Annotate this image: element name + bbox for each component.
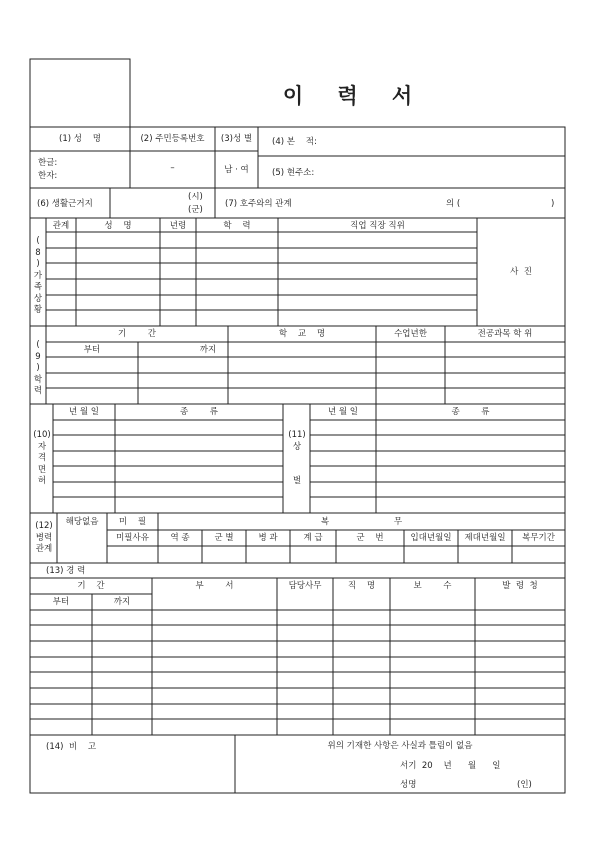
military-service: 복 무 [320,517,403,527]
career-dept-header: 부 서 [195,581,234,591]
address-label: (5) 현주소: [272,168,315,178]
military-unserved: 미 필 [118,517,147,527]
signer-label: 성명 [400,780,417,790]
gun-label: (군) [188,205,203,215]
career-label: (13) 경 력 [46,566,86,576]
military-side-label: (12) 병력 관계 [35,521,53,554]
career-period-header: 기 간 [77,581,105,591]
photo-label: 사 진 [510,267,532,277]
career-issuer-header: 발 령 청 [502,581,538,591]
seal-label: (인) [517,780,532,790]
edu-years-header: 수업년한 [394,329,427,339]
license-side-label: (10) 자 격 면 허 [33,430,51,486]
certification-statement: 위의 기재한 사항은 사실과 틀림이 없음 [327,741,473,751]
family-header-relation: 관계 [52,221,70,231]
head-relation-label: (7) 호주와의 관계 [225,199,292,209]
family-side-label: ( 8 ) 가 족 상 황 [33,236,43,315]
remarks-label: (14) 비 고 [46,742,97,752]
residence-label: (6) 생활근거지 [37,199,93,209]
document-title: 이 력 서 [282,84,414,108]
mil-h-branch: 군 별 [214,533,234,543]
mil-h-corps: 병 과 [258,533,278,543]
education-side-label: ( 9 ) 학 력 [33,340,43,396]
edu-period-header: 기 간 [117,329,157,339]
mil-h-type: 역 종 [170,533,190,543]
domicile-label: (4) 본 적: [272,137,317,147]
family-header-education: 학 력 [223,221,251,231]
mil-h-duration: 복무기간 [522,533,555,543]
edu-school-header: 학 교 명 [278,329,326,339]
mil-h-reason: 미필사유 [116,533,149,543]
edu-to-header: 까지 [199,345,217,355]
career-position-header: 직 명 [347,581,376,591]
hangul-label: 한글: [38,158,58,168]
award-side-label: (11) 상 벌 [288,430,306,486]
award-date-header: 년 월 일 [327,407,359,417]
sex-options: 남 · 여 [224,165,249,175]
hanja-label: 한자: [38,171,58,181]
career-duty-header: 담당사무 [288,581,322,591]
rrn-dash: – [170,163,175,173]
mil-h-number: 군 번 [356,533,384,543]
rrn-label: (2) 주민등록번호 [140,134,205,144]
sex-label: (3)성 별 [220,134,253,144]
family-header-age: 년령 [169,221,187,231]
award-kind-header: 종 류 [451,407,490,417]
mil-h-enlist: 입대년월일 [410,533,452,543]
mil-h-discharge: 제대년월일 [464,533,506,543]
certification-date: 서기 20 년 월 일 [400,761,501,771]
career-pay-header: 보 수 [413,581,452,591]
license-kind-header: 종 류 [179,407,219,417]
si-label: (시) [188,192,203,202]
relation-ui: 의 ( [446,199,461,209]
career-from-header: 부터 [52,597,70,607]
name-label: (1) 성 명 [59,134,101,144]
career-to-header: 까지 [113,597,131,607]
family-header-job: 직업 직장 직위 [350,221,405,231]
edu-from-header: 부터 [83,345,101,355]
license-date-header: 년 월 일 [68,407,100,417]
edu-major-header: 전공과목 학 위 [477,329,533,339]
relation-close: ) [551,199,555,209]
military-na: 해당없음 [65,517,99,527]
mil-h-rank: 계 급 [303,533,323,543]
family-header-name: 성 명 [104,221,132,231]
